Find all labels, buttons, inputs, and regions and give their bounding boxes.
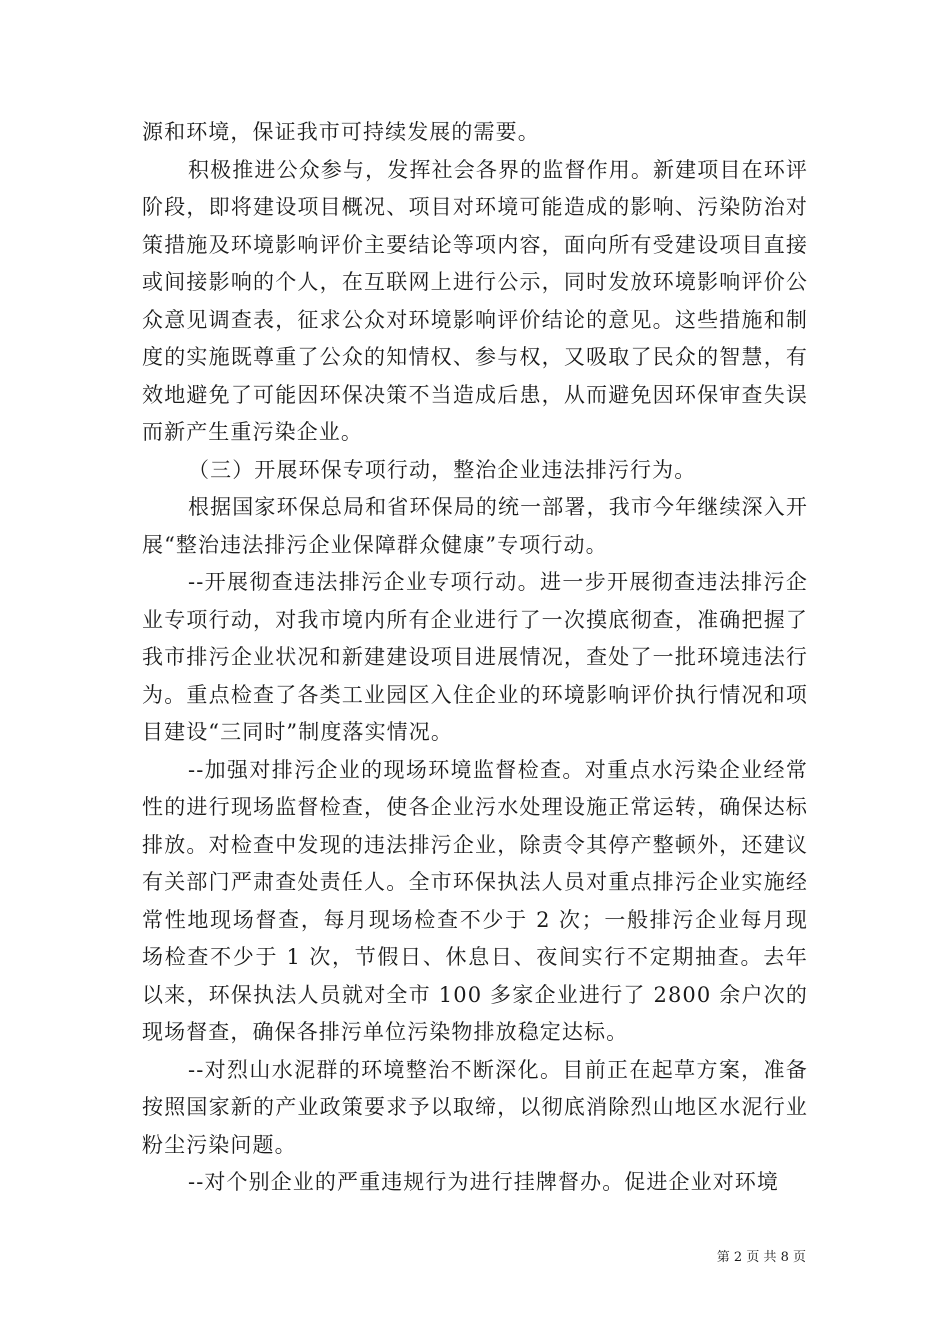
paragraph-cement-rectification: --对烈山水泥群的环境整治不断深化。目前正在起草方案，准备按照国家新的产业政策要求予以取缔，以彻底消除烈山地区水泥行业粉尘污染问题。 [142, 1057, 808, 1157]
document-body [142, 114, 808, 1202]
paragraph-public-participation: 积极推进公众参与，发挥社会各界的监督作用。新建项目在环评阶段，即将建设项目概况、项目对环境可能造成的影响、污染防治对策措施及环境影响评价主要结论等项内容，面向所有受建设项目直接或间接影响的个人，在互联网上进行公示，同时发放环境影响评价公众意见调查表，征求公众对环境影响评价结论的意见。这些措施和制度的实施既尊重了公众的知情权、参与权，又吸取了民众的智慧，有效地避免了可能因环保决策不当造成后患，从而避免因环保审查失误而新产生重污染企业。 [142, 157, 808, 444]
paragraph-investigation-action: --开展彻查违法排污企业专项行动。进一步开展彻查违法排污企业专项行动，对我市境内所有企业进行了一次摸底彻查，准确把握了我市排污企业状况和新建建设项目进展情况，查处了一批环境违法行为。重点检查了各类工业园区入住企业的环境影响评价执行情况和项目建设“三同时”制度落实情况。 [142, 570, 808, 744]
paragraph-continuation: 源和环境，保证我市可持续发展的需要。 [142, 120, 540, 144]
paragraph-site-supervision: --加强对排污企业的现场环境监督检查。对重点水污染企业经常性的进行现场监督检查，使各企业污水处理设施正常运转，确保达标排放。对检查中发现的违法排污企业，除责令其停产整顿外，还建议有关部门严肃查处责任人。全市环保执法人员对重点排污企业实施经常性地现场督查，每月现场检查不少于 2 次；一般排污企业每月现场检查不少于 1 次，节假日、休息日、夜间实行不定期抽查。去年以来，环保执法人员就对全市 100 多家企业进行了 2800 余户次的现场督查，确保各排污单位污染物排放稳定达标。 [142, 757, 808, 1044]
paragraph-listed-supervision: --对个别企业的严重违规行为进行挂牌督办。促进企业对环境 [188, 1170, 779, 1194]
page-number-footer: 第 2 页 共 8 页 [716, 1250, 806, 1265]
paragraph-deployment: 根据国家环保总局和省环保局的统一部署，我市今年继续深入开展“整治违法排污企业保障群众健康”专项行动。 [142, 495, 808, 557]
section-heading-special-action: （三）开展环保专项行动，整治企业违法排污行为。 [188, 457, 697, 482]
